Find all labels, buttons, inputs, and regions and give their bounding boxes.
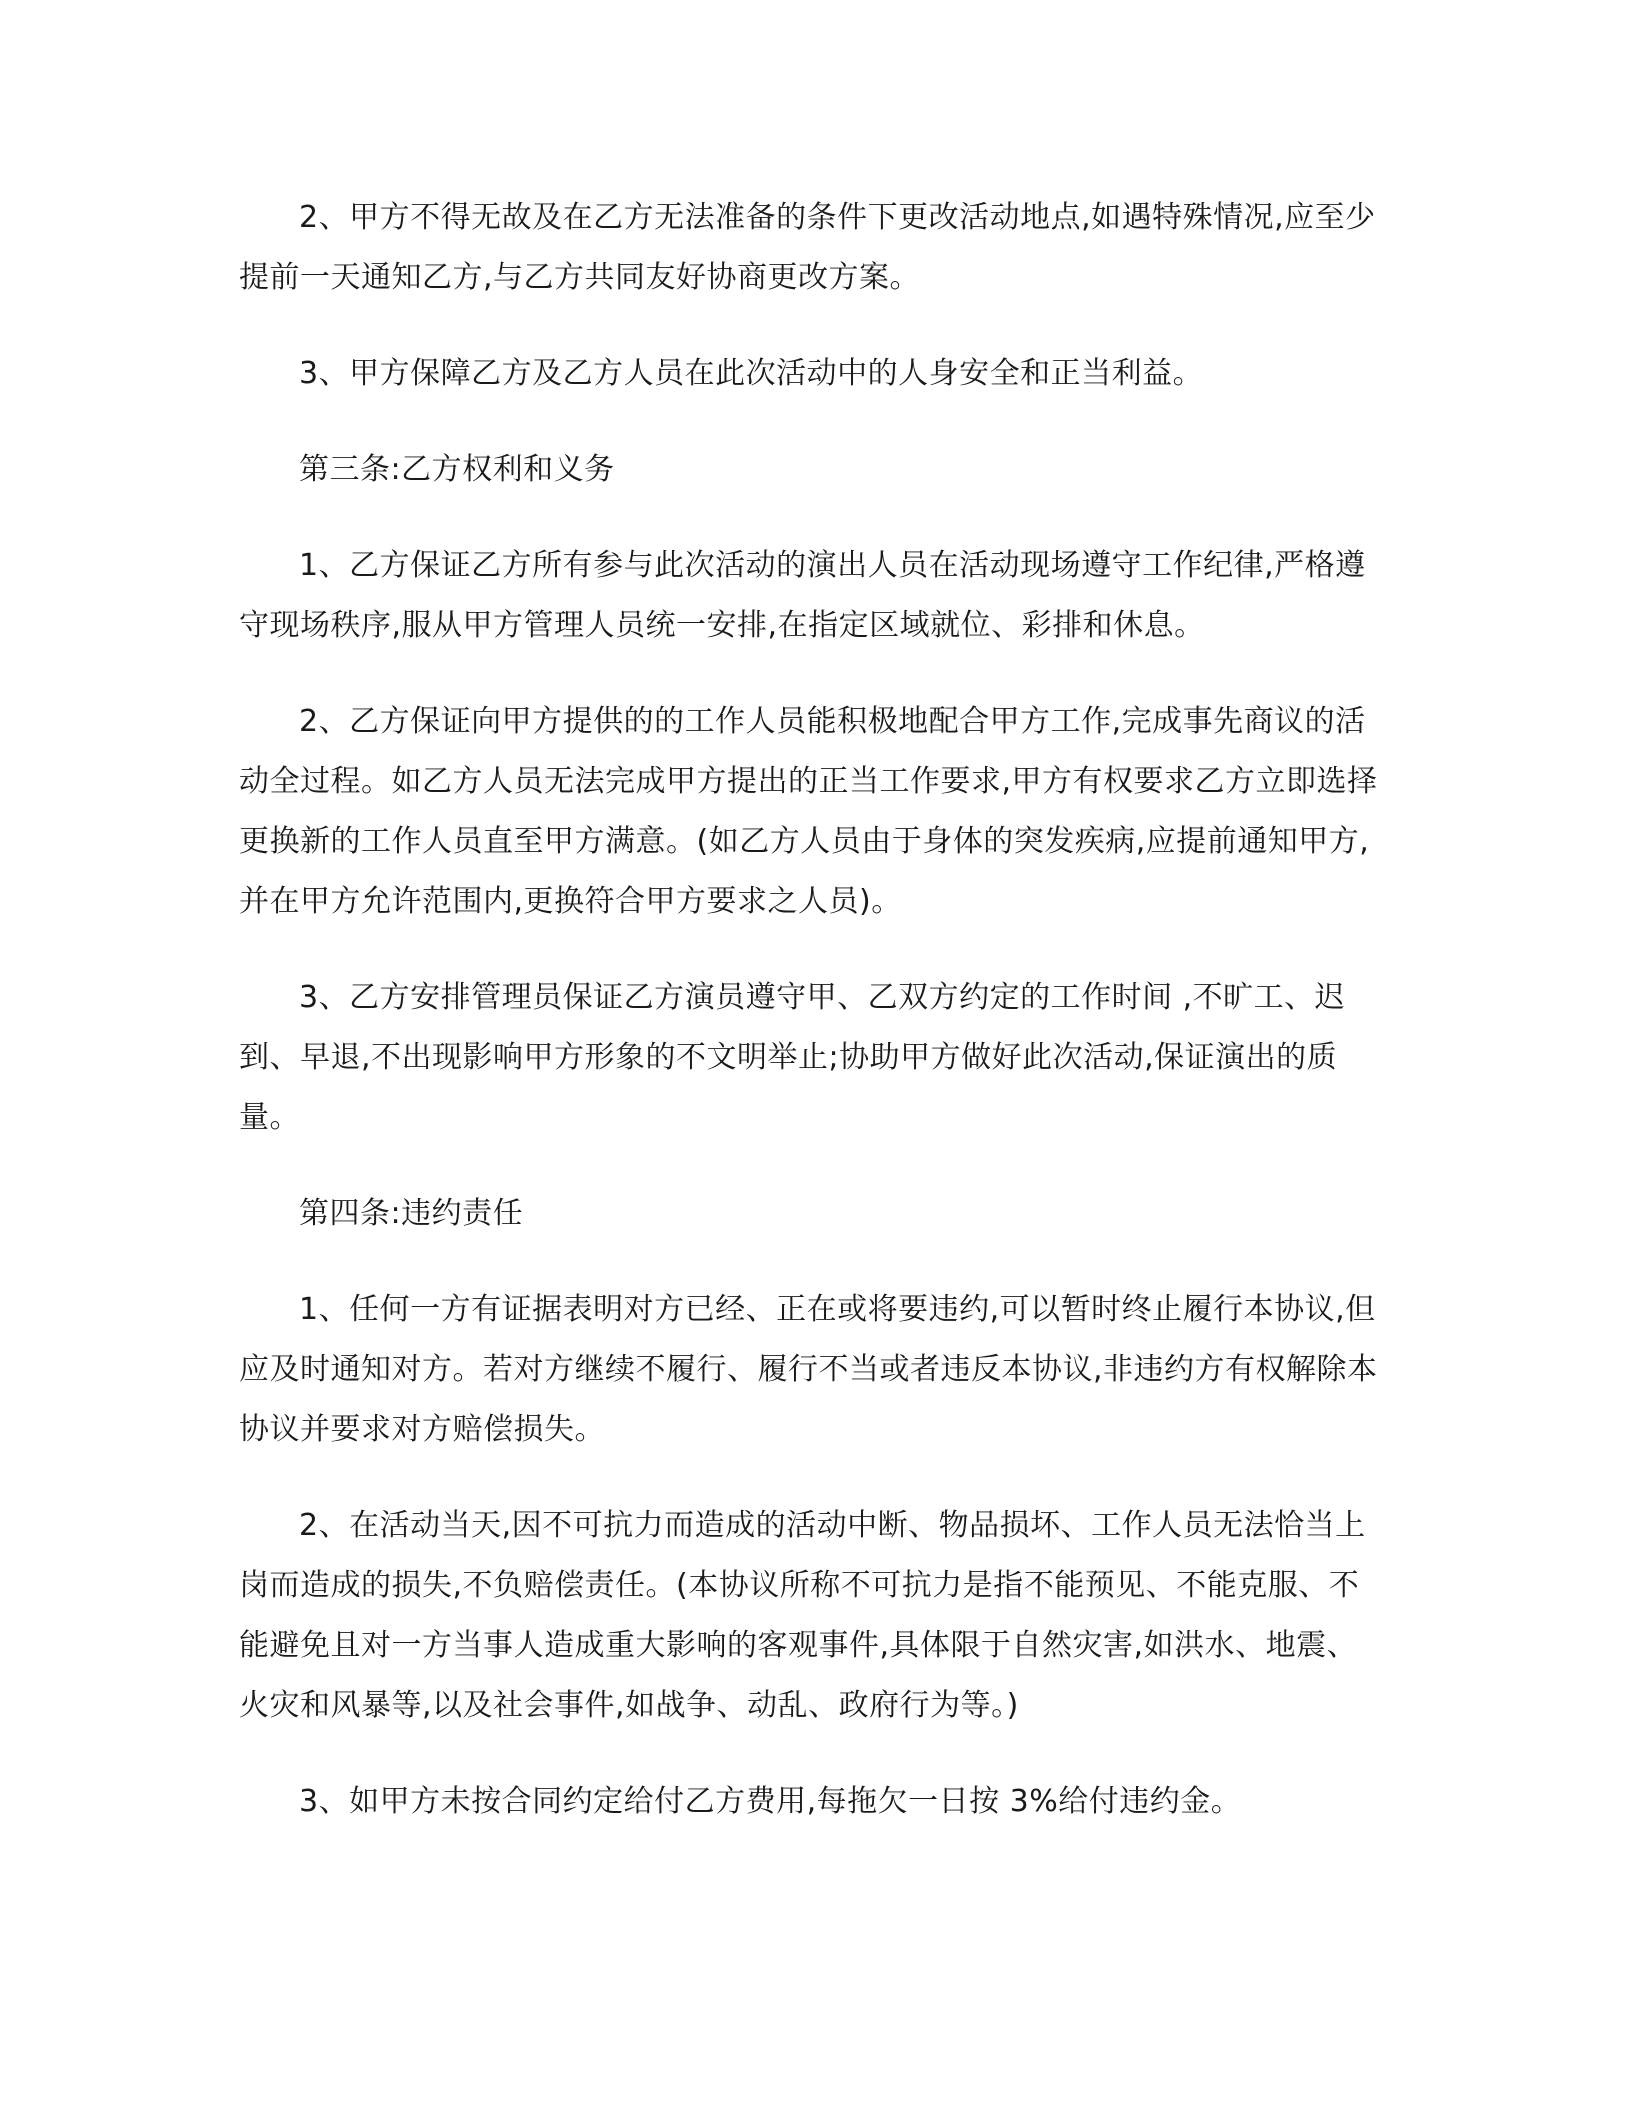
clause-3-2-paragraph: 2、乙方保证向甲方提供的的工作人员能积极地配合甲方工作,完成事先商议的活动全过程。如乙方人员无法完成甲方提出的正当工作要求,甲方有权要求乙方立即选择更换新的工作人员直至甲方满意。(如乙方人员由于身体的突发疾病,应提前通知甲方,并在甲方允许范围内,更换符合甲方要求之人员)。 bbox=[239, 704, 1378, 919]
clause-4-2-paragraph: 2、在活动当天,因不可抗力而造成的活动中断、物品损坏、工作人员无法恰当上岗而造成的损失,不负赔偿责任。(本协议所称不可抗力是指不能预见、不能克服、不能避免且对一方当事人造成重大影响的客观事件,具体限于自然灾害,如洪水、地震、火灾和风暴等,以及社会事件,如战争、动乱、政府行为等。) bbox=[239, 1508, 1366, 1723]
clause-3-1-paragraph: 1、乙方保证乙方所有参与此次活动的演出人员在活动现场遵守工作纪律,严格遵守现场秩序,服从甲方管理人员统一安排,在指定区域就位、彩排和休息。 bbox=[239, 548, 1366, 643]
clause-4-1-paragraph: 1、任何一方有证据表明对方已经、正在或将要违约,可以暂时终止履行本协议,但应及时通知对方。若对方继续不履行、履行不当或者违反本协议,非违约方有权解除本协议并要求对方赔偿损失。 bbox=[239, 1292, 1378, 1447]
clause-2-1-paragraph: 2、甲方不得无故及在乙方无法准备的条件下更改活动地点,如遇特殊情况,应至少提前一天通知乙方,与乙方共同友好协商更改方案。 bbox=[239, 200, 1376, 295]
article-4-heading: 第四条:违约责任 bbox=[299, 1196, 524, 1231]
clause-2-2-paragraph: 3、甲方保障乙方及乙方人员在此次活动中的人身安全和正当利益。 bbox=[299, 356, 1204, 391]
clause-4-3-paragraph: 3、如甲方未按合同约定给付乙方费用,每拖欠一日按 3%给付违约金。 bbox=[299, 1784, 1242, 1819]
clause-3-3-paragraph: 3、乙方安排管理员保证乙方演员遵守甲、乙双方约定的工作时间 ,不旷工、迟到、早退,不出现影响甲方形象的不文明举止;协助甲方做好此次活动,保证演出的质量。 bbox=[239, 980, 1346, 1135]
article-3-heading: 第三条:乙方权利和义务 bbox=[299, 452, 615, 487]
document-body bbox=[239, 188, 1379, 1832]
